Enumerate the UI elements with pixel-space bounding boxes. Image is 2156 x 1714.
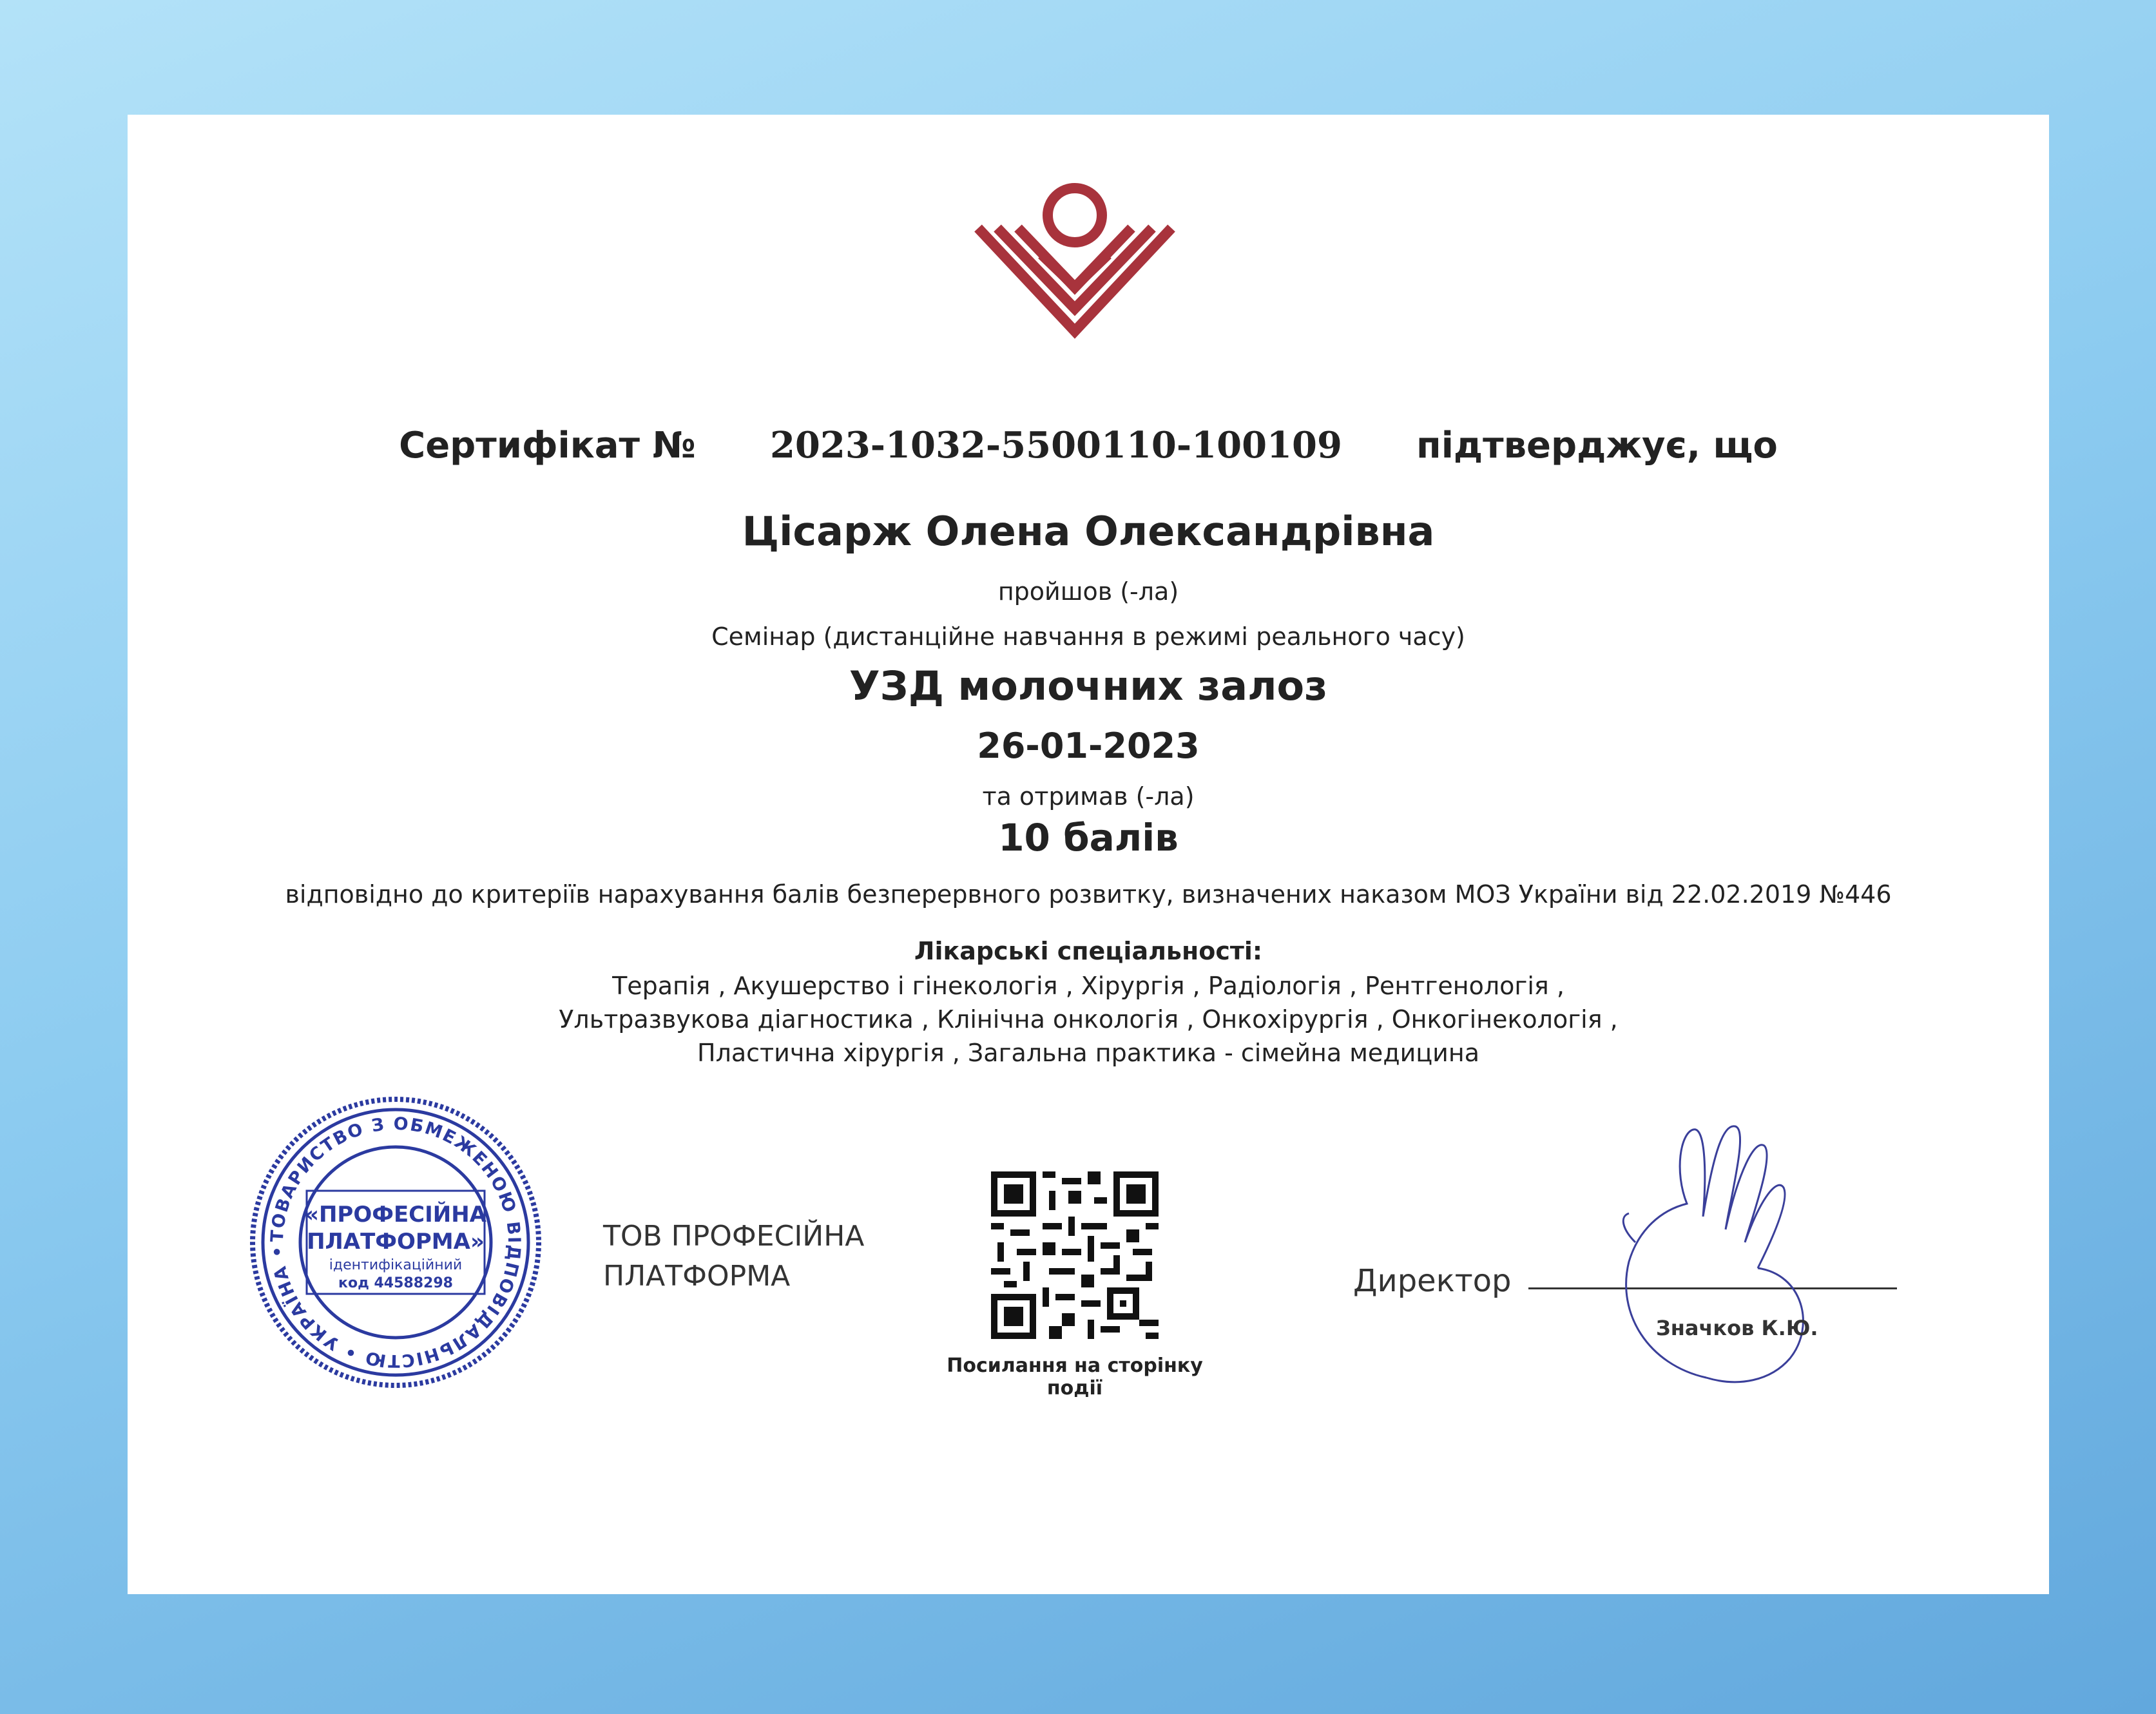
certificate-confirms: підтверджує, що xyxy=(1416,424,1778,467)
passed-label: пройшов (-ла) xyxy=(997,577,1179,606)
organization-name xyxy=(603,1217,864,1296)
stamp-ring-text: ТОВАРИСТВО З ОБМЕЖЕНОЮ ВІДПОВІДАЛЬНІСТЮ • УКРАЇНА • xyxy=(267,1113,525,1371)
event-qr-code[interactable] xyxy=(991,1171,1159,1339)
stamp-center-line: код 44588298 xyxy=(338,1275,453,1291)
stamp-center-line: ПЛАТФОРМА» xyxy=(307,1229,485,1255)
certificate-label: Сертифікат № xyxy=(399,424,696,467)
qr-caption: Посилання на сторінку події xyxy=(947,1354,1203,1400)
director-signature xyxy=(1610,1120,1829,1391)
organization-name-line: ПЛАТФОРМА xyxy=(603,1260,791,1293)
stamp-center-line: ідентифікаційний xyxy=(329,1257,463,1273)
signer-name: Значков К.Ю. xyxy=(1656,1316,1818,1340)
recipient-name: Цісарж Олена Олександрівна xyxy=(742,508,1435,555)
specialties-title: Лікарські спеціальності: xyxy=(914,937,1263,965)
specialties-line: Терапія , Акушерство і гінекологія , Хірургія , Радіологія , Рентгенологія , xyxy=(612,972,1564,1000)
criteria-text: відповідно до критеріїв нарахування балів безперервного розвитку, визначених наказом МОЗ України від 22.02.2019 №446 xyxy=(285,880,1892,909)
course-date: 26-01-2023 xyxy=(977,726,1200,766)
director-label: Директор xyxy=(1353,1263,1512,1299)
stamp-center-line: «ПРОФЕСІЙНА xyxy=(304,1202,487,1228)
points-value: 10 балів xyxy=(998,816,1179,860)
specialties-line: Пластична хірургія , Загальна практика - сімейна медицина xyxy=(697,1039,1479,1067)
organization-logo xyxy=(972,177,1178,351)
certificate-number: 2023-1032-5500110-100109 xyxy=(769,424,1342,467)
seminar-type: Семінар (дистанційне навчання в режимі реального часу) xyxy=(711,622,1465,651)
received-label: та отримав (-ла) xyxy=(982,782,1195,811)
course-title: УЗД молочних залоз xyxy=(849,662,1328,709)
specialties-line: Ультразвукова діагностика , Клінічна онкологія , Онкохірургія , Онкогінекологія , xyxy=(559,1005,1618,1034)
certificate-number-row xyxy=(128,424,2049,482)
official-stamp xyxy=(247,1094,544,1391)
organization-name-line: ТОВ ПРОФЕСІЙНА xyxy=(603,1220,865,1253)
certificate-sheet xyxy=(128,115,2049,1594)
